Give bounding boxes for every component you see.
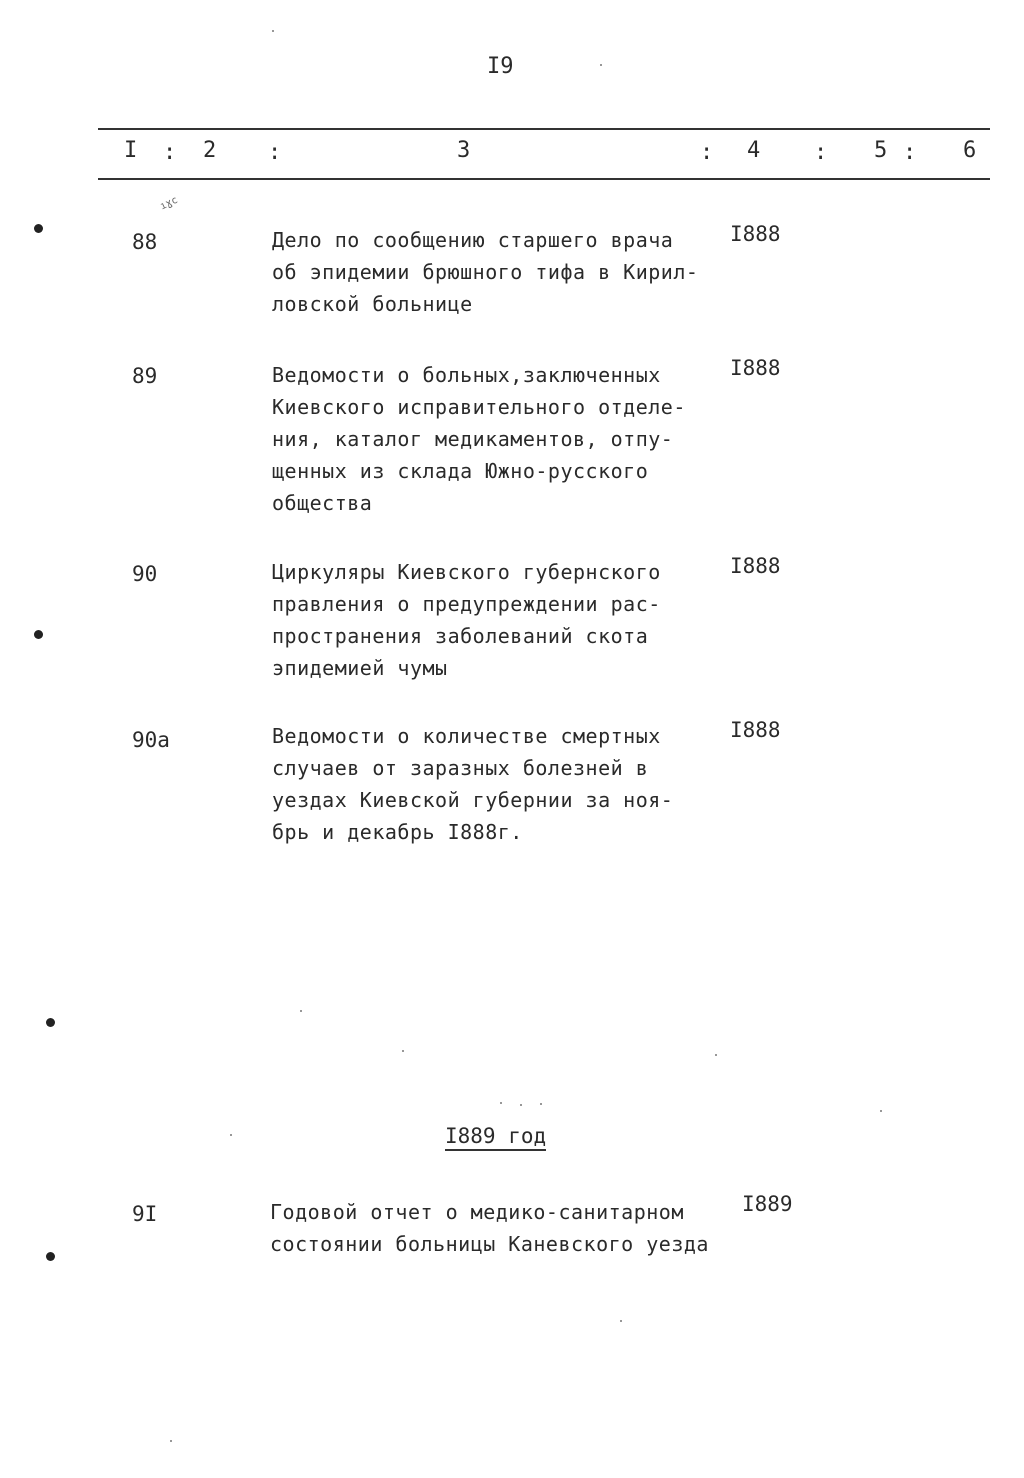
record-number: 90 [132, 562, 158, 586]
scan-speck [300, 1010, 302, 1012]
record-line: брь и декабрь I888г. [272, 820, 523, 844]
margin-note: ıɣc [158, 194, 180, 213]
column-header-2: 2 [203, 138, 217, 163]
scan-speck [600, 64, 602, 66]
record-line: Киевского исправительного отделе- [272, 395, 686, 419]
record-year: I889 [742, 1192, 793, 1216]
column-separator: : [814, 140, 828, 165]
record-line: об эпидемии брюшного тифа в Кирил- [272, 260, 699, 284]
record-year: I888 [730, 718, 781, 742]
binder-hole-mark [46, 1018, 55, 1027]
binder-hole-mark [46, 1252, 55, 1261]
record-line: ловской больнице [272, 292, 473, 316]
record-number: 90а [132, 728, 170, 752]
record-line: пространения заболеваний скота [272, 624, 649, 648]
scan-speck [230, 1134, 232, 1136]
column-header-3: 3 [457, 138, 471, 163]
record-line: случаев от заразных болезней в [272, 756, 649, 780]
scan-speck [620, 1320, 622, 1322]
record-number: 89 [132, 364, 158, 388]
scan-speck [880, 1110, 882, 1112]
record-line: состоянии больницы Каневского уезда [270, 1232, 709, 1256]
record-line: ния, каталог медикаментов, отпу- [272, 427, 674, 451]
scan-speck [500, 1102, 502, 1104]
record-line: щенных из склада Южно-русского [272, 459, 649, 483]
scan-speck [715, 1054, 717, 1056]
record-line: уездах Киевской губернии за ноя- [272, 788, 674, 812]
record-year: I888 [730, 554, 781, 578]
record-description [272, 720, 722, 848]
column-separator: : [700, 140, 714, 165]
column-separator: : [903, 140, 917, 165]
column-separator: : [163, 140, 177, 165]
record-description [270, 1196, 720, 1260]
record-line: Циркуляры Киевского губернского [272, 560, 661, 584]
record-number: 88 [132, 230, 158, 254]
record-line: Ведомости о больных,заключенных [272, 363, 661, 387]
binder-hole-mark [34, 630, 43, 639]
record-number: 9I [132, 1202, 158, 1226]
record-line: общества [272, 491, 373, 515]
scan-speck [402, 1050, 404, 1052]
record-year: I888 [730, 222, 781, 246]
record-description [272, 224, 722, 320]
section-heading: I889 год [445, 1124, 546, 1151]
page-number: I9 [487, 54, 514, 79]
scan-speck [520, 1104, 522, 1106]
column-header-4: 4 [747, 138, 761, 163]
column-separator: : [268, 140, 282, 165]
record-year: I888 [730, 356, 781, 380]
column-header-1: I [124, 138, 138, 163]
binder-hole-mark [34, 224, 43, 233]
record-description [272, 556, 722, 684]
scan-speck [540, 1103, 542, 1105]
record-line: Годовой отчет о медико-санитарном [270, 1200, 684, 1224]
column-header-5: 5 [874, 138, 888, 163]
record-description [272, 359, 722, 519]
scan-speck [272, 30, 274, 32]
record-line: правления о предупреждении рас- [272, 592, 661, 616]
record-line: Дело по сообщению старшего врача [272, 228, 674, 252]
record-line: Ведомости о количестве смертных [272, 724, 661, 748]
column-header-6: 6 [963, 138, 977, 163]
scan-speck [170, 1440, 172, 1442]
header-top-rule [98, 128, 990, 130]
record-line: эпидемией чумы [272, 656, 448, 680]
header-bottom-rule [98, 178, 990, 180]
